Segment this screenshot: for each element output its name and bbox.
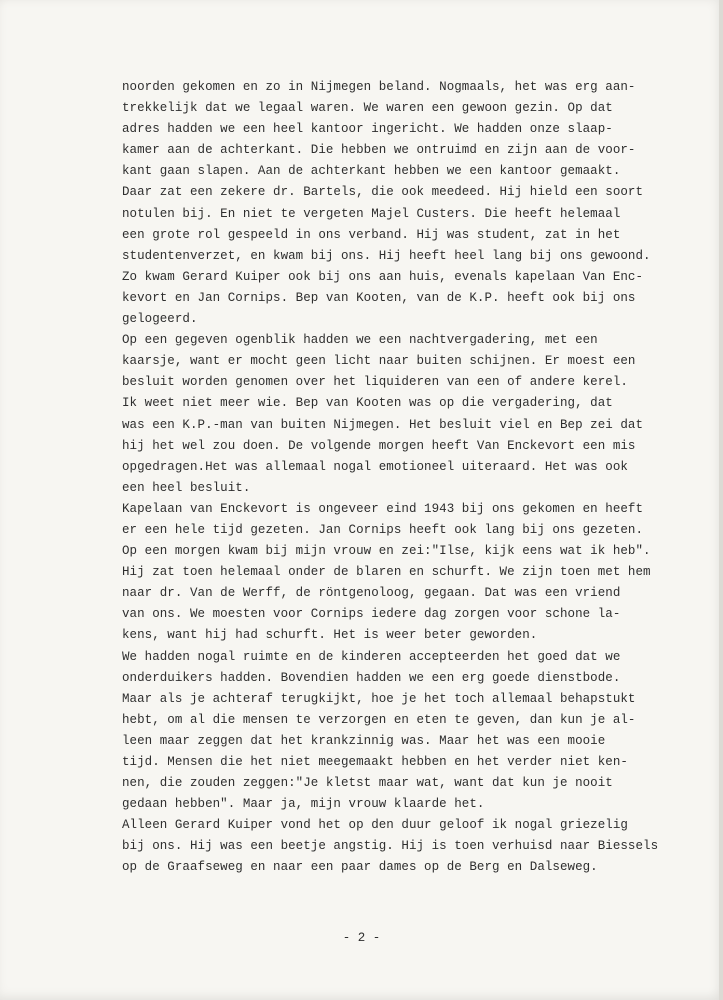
text-line: hij het wel zou doen. De volgende morgen heeft Van Enckevort een mis xyxy=(122,438,636,453)
text-line: Kapelaan van Enckevort is ongeveer eind 1943 bij ons gekomen en heeft xyxy=(122,501,644,516)
text-line: Op een morgen kwam bij mijn vrouw en zei:"Ilse, kijk eens wat ik heb". xyxy=(122,544,651,559)
text-line: kevort en Jan Cornips. Bep van Kooten, van de K.P. heeft ook bij ons xyxy=(122,290,636,305)
text-line: kens, want hij had schurft. Het is weer beter geworden. xyxy=(122,628,538,643)
page-edge-shadow xyxy=(719,0,723,1000)
text-line: Maar als je achteraf terugkijkt, hoe je het toch allemaal behapstukt xyxy=(122,691,636,706)
text-line: Hij zat toen helemaal onder de blaren en schurft. We zijn toen met hem xyxy=(122,565,651,580)
text-line: We hadden nogal ruimte en de kinderen accepteerden het goed dat we xyxy=(122,649,621,664)
text-line: onderduikers hadden. Bovendien hadden we een erg goede dienstbode. xyxy=(122,670,621,685)
text-line: van ons. We moesten voor Cornips iedere dag zorgen voor schone la- xyxy=(122,607,621,622)
text-line: gedaan hebben". Maar ja, mijn vrouw klaarde het. xyxy=(122,797,485,812)
text-line: opgedragen.Het was allemaal nogal emotioneel uiteraard. Het was ook xyxy=(122,459,628,474)
text-line: leen maar zeggen dat het krankzinnig was. Maar het was een mooie xyxy=(122,733,606,748)
text-line: studentenverzet, en kwam bij ons. Hij heeft heel lang bij ons gewoond. xyxy=(122,248,651,263)
text-line: een grote rol gespeeld in ons verband. Hij was student, zat in het xyxy=(122,227,621,242)
text-line: een heel besluit. xyxy=(122,480,251,495)
text-line: Daar zat een zekere dr. Bartels, die ook meedeed. Hij hield een soort xyxy=(122,185,644,200)
text-line: adres hadden we een heel kantoor ingericht. We hadden onze slaap- xyxy=(122,122,613,137)
text-line: gelogeerd. xyxy=(122,312,198,327)
text-line: nen, die zouden zeggen:"Je kletst maar wat, want dat kun je nooit xyxy=(122,776,613,791)
text-line: besluit worden genomen over het liquideren van een of andere kerel. xyxy=(122,375,628,390)
text-line: naar dr. Van de Werff, de röntgenoloog, gegaan. Dat was een vriend xyxy=(122,586,621,601)
text-line: Op een gegeven ogenblik hadden we een nachtvergadering, met een xyxy=(122,333,598,348)
text-line: noorden gekomen en zo in Nijmegen beland. Nogmaals, het was erg aan- xyxy=(122,80,636,94)
page-number: - 2 - xyxy=(342,931,381,945)
text-line: trekkelijk dat we legaal waren. We waren een gewoon gezin. Op dat xyxy=(122,101,613,116)
text-line: Zo kwam Gerard Kuiper ook bij ons aan huis, evenals kapelaan Van Enc- xyxy=(122,269,644,284)
text-line: Ik weet niet meer wie. Bep van Kooten was op die vergadering, dat xyxy=(122,396,613,411)
text-line: kamer aan de achterkant. Die hebben we ontruimd en zijn aan de voor- xyxy=(122,143,636,158)
text-line: kaarsje, want er mocht geen licht naar buiten schijnen. Er moest een xyxy=(122,354,636,369)
text-line: er een hele tijd gezeten. Jan Cornips heeft ook lang bij ons gezeten. xyxy=(122,522,644,537)
body-text xyxy=(122,77,659,879)
text-line: tijd. Mensen die het niet meegemaakt hebben en het verder niet ken- xyxy=(122,755,628,769)
text-line: notulen bij. En niet te vergeten Majel Custers. Die heeft helemaal xyxy=(122,206,621,221)
text-line: bij ons. Hij was een beetje angstig. Hij is toen verhuisd naar Biessels xyxy=(122,839,659,854)
text-line: kant gaan slapen. Aan de achterkant hebben we een kantoor gemaakt. xyxy=(122,164,621,179)
text-line: hebt, om al die mensen te verzorgen en eten te geven, dan kun je al- xyxy=(122,712,636,727)
text-line: op de Graafseweg en naar een paar dames op de Berg en Dalseweg. xyxy=(122,860,598,875)
text-line: was een K.P.-man van buiten Nijmegen. Het besluit viel en Bep zei dat xyxy=(122,417,644,432)
text-line: Alleen Gerard Kuiper vond het op den duur geloof ik nogal griezelig xyxy=(122,818,628,833)
